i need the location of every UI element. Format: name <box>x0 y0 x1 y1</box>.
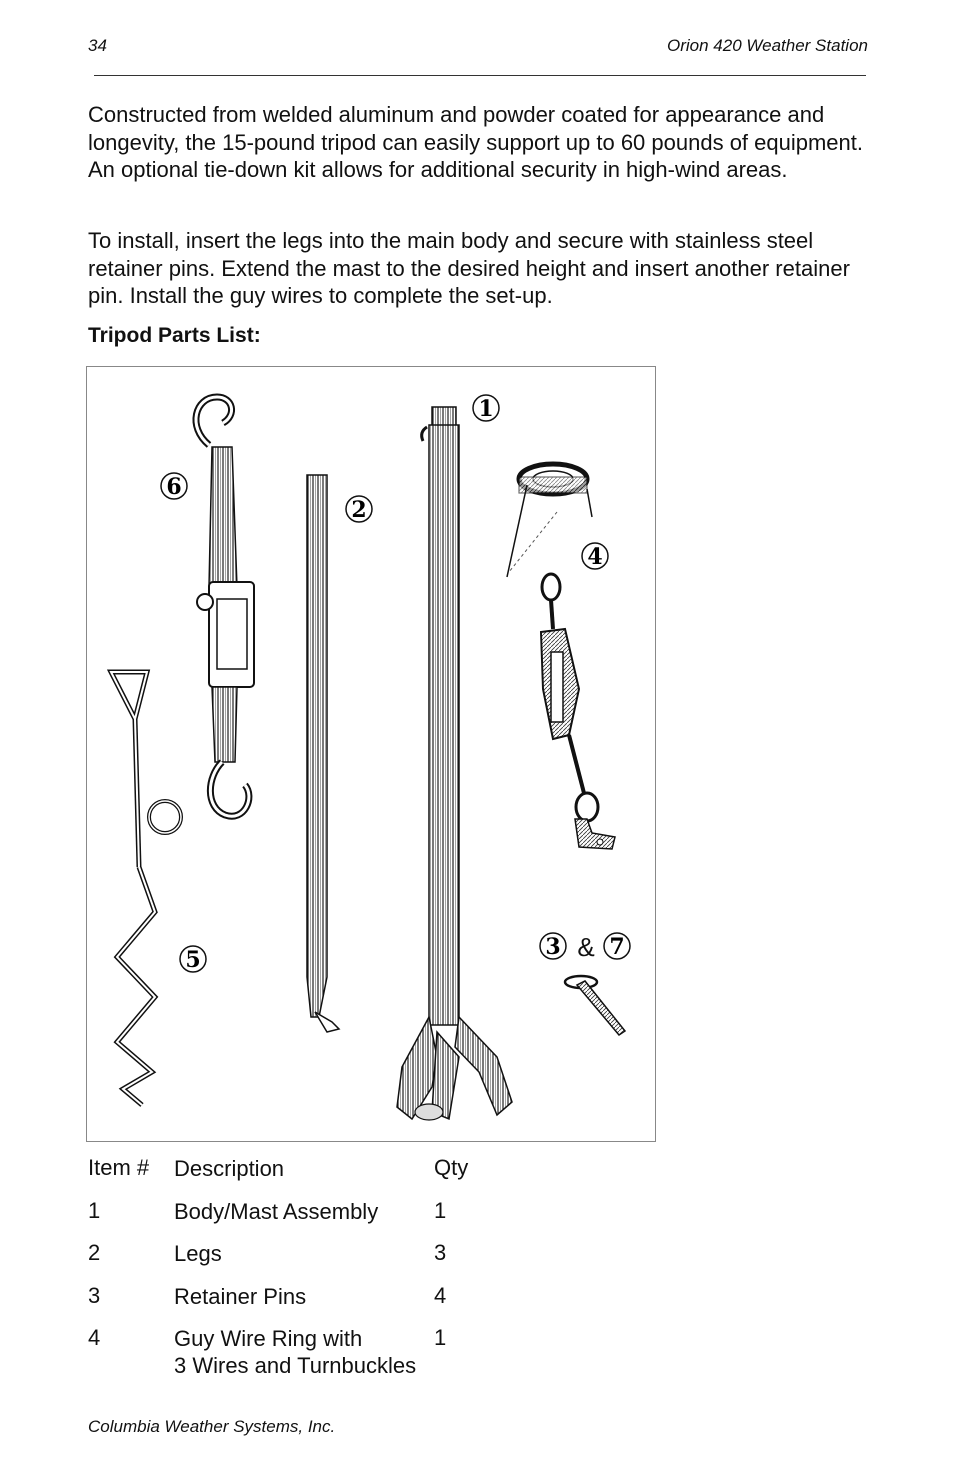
row-item: 1 <box>88 1197 101 1223</box>
row-qty: 1 <box>434 1197 447 1223</box>
row-item: 2 <box>88 1240 101 1265</box>
callout-6-label: 6 <box>166 474 182 500</box>
callout-4-label: 4 <box>587 544 603 570</box>
install-paragraph: To install, insert the legs into the main body and secure with stainless steel retainer pins. Extend the mast to the desired height and insert another retainer pin. Install the guy wires to complete the set-up. <box>88 228 850 308</box>
header-divider <box>94 75 866 76</box>
header-item: Item # <box>88 1155 150 1180</box>
callout-1-label: 1 <box>478 396 494 422</box>
callout-2 <box>346 496 372 523</box>
callout-5-label: 5 <box>185 947 201 973</box>
tripod-parts-illustration <box>87 367 655 1141</box>
row-description: Retainer Pins <box>174 1283 307 1309</box>
callout-3-and-7 <box>540 932 630 962</box>
tripod-parts-figure <box>86 366 656 1142</box>
intro-paragraph: Constructed from welded aluminum and powder coated for appearance and longevity, the 15-pound tripod can easily support up to 60 pounds of equipment. An optional tie-down kit allows for additional security in high-wind areas. <box>88 102 864 182</box>
callout-2-label: 2 <box>351 497 367 523</box>
document-title: Orion 420 Weather Station <box>667 36 868 55</box>
page-number: 34 <box>88 36 107 55</box>
row-description-line-2: 3 Wires and Turnbuckles <box>174 1353 417 1378</box>
parts-list-title: Tripod Parts List: <box>88 324 261 347</box>
callout-ampersand: & <box>577 932 595 962</box>
guy-wire-ring-drawing <box>507 464 615 849</box>
ratchet-strap-drawing <box>196 397 254 816</box>
row-qty: 1 <box>434 1325 447 1350</box>
ground-anchor-drawing <box>111 672 181 1105</box>
callout-7-label: 7 <box>609 934 625 960</box>
header-qty: Qty <box>434 1155 469 1180</box>
row-description <box>174 1325 416 1379</box>
row-description: Body/Mast Assembly <box>174 1198 379 1224</box>
row-qty: 4 <box>434 1282 447 1308</box>
callout-6 <box>161 473 187 500</box>
footer-company: Columbia Weather Systems, Inc. <box>88 1417 336 1436</box>
callout-3-label: 3 <box>545 934 561 960</box>
header-description: Description <box>174 1156 285 1181</box>
row-description: Legs <box>174 1241 222 1266</box>
row-item: 4 <box>88 1325 101 1350</box>
retainer-pin-drawing <box>565 976 625 1035</box>
callout-4 <box>582 543 608 570</box>
row-item: 3 <box>88 1282 101 1308</box>
callout-5 <box>180 946 206 973</box>
row-description-line-1: Guy Wire Ring with <box>174 1326 363 1351</box>
callout-1 <box>473 395 499 422</box>
row-qty: 3 <box>434 1240 447 1265</box>
leg-drawing <box>307 475 339 1032</box>
mast-assembly-drawing <box>397 407 512 1120</box>
